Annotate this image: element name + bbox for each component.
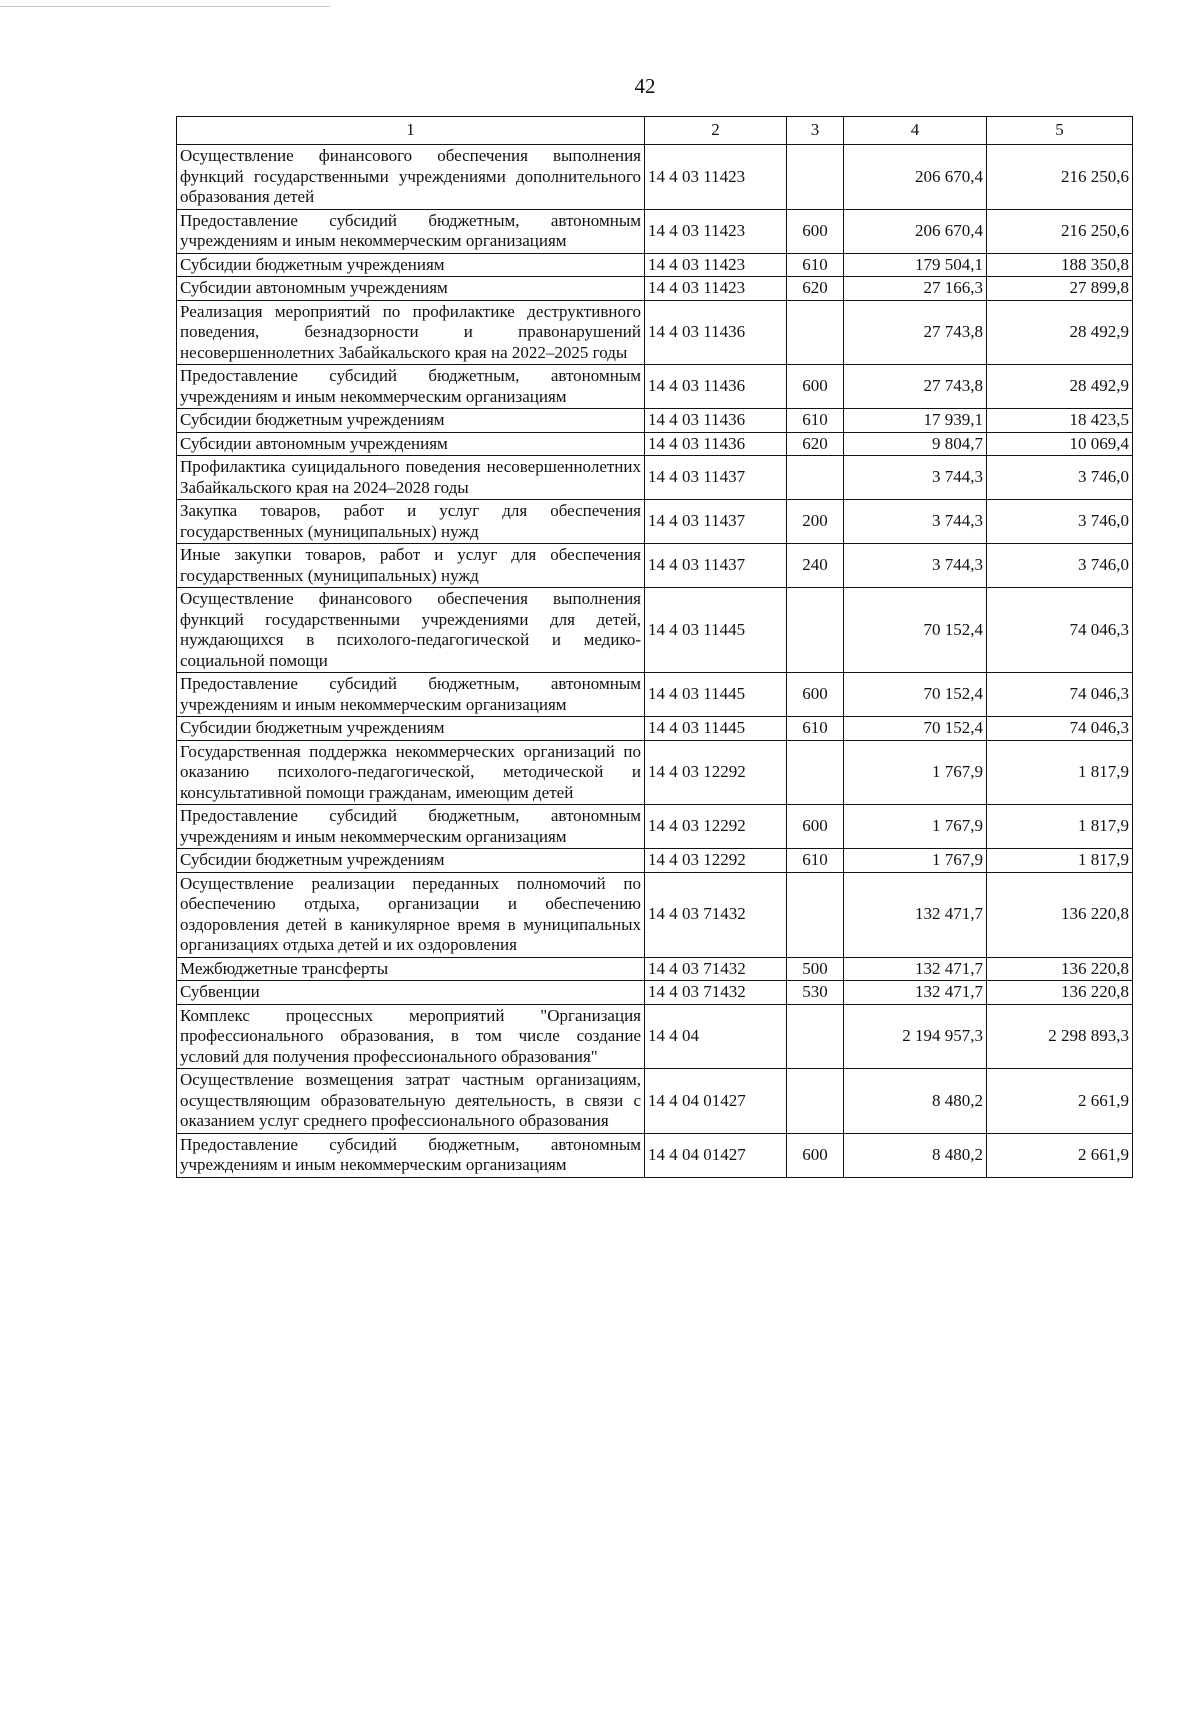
header-col-2: 2 — [645, 117, 787, 145]
row-code-cell: 14 4 04 01427 — [645, 1069, 787, 1134]
table-row — [177, 1004, 1133, 1069]
row-type-cell: 500 — [787, 957, 844, 981]
row-value-col4: 179 504,1 — [844, 253, 987, 277]
header-col-4: 4 — [844, 117, 987, 145]
row-value-col5: 18 423,5 — [987, 409, 1133, 433]
row-code-cell: 14 4 03 11437 — [645, 544, 787, 588]
table-row — [177, 277, 1133, 301]
table-row — [177, 456, 1133, 500]
row-code-cell: 14 4 03 11436 — [645, 409, 787, 433]
table-row — [177, 673, 1133, 717]
row-code-cell: 14 4 03 11436 — [645, 432, 787, 456]
row-name-cell: Осуществление реализации переданных полномочий по обеспечению отдыха, организации и обеспечению оздоровления детей в каникулярное время в муниципальных организациях отдыха детей и их оздоровления — [177, 872, 645, 957]
row-name-cell: Субсидии автономным учреждениям — [177, 277, 645, 301]
row-value-col4: 17 939,1 — [844, 409, 987, 433]
header-col-1: 1 — [177, 117, 645, 145]
row-type-cell — [787, 740, 844, 805]
row-name-cell: Реализация мероприятий по профилактике деструктивного поведения, безнадзорности и правонарушений несовершеннолетних Забайкальского края на 2022–2025 годы — [177, 300, 645, 365]
row-value-col5: 2 661,9 — [987, 1069, 1133, 1134]
page-number: 42 — [634, 74, 656, 98]
row-name-cell: Межбюджетные трансферты — [177, 957, 645, 981]
row-type-cell: 620 — [787, 432, 844, 456]
row-name-cell: Государственная поддержка некоммерческих организаций по оказанию психолого-педагогической, методической и консультативной помощи гражданам, имеющим детей — [177, 740, 645, 805]
row-value-col4: 27 743,8 — [844, 365, 987, 409]
row-name-cell: Предоставление субсидий бюджетным, автономным учреждениям и иным некоммерческим организациям — [177, 209, 645, 253]
row-value-col5: 1 817,9 — [987, 805, 1133, 849]
table-row — [177, 300, 1133, 365]
row-code-cell: 14 4 03 11445 — [645, 588, 787, 673]
row-value-col4: 1 767,9 — [844, 805, 987, 849]
header-col-5: 5 — [987, 117, 1133, 145]
row-code-cell: 14 4 03 12292 — [645, 805, 787, 849]
row-value-col5: 10 069,4 — [987, 432, 1133, 456]
row-type-cell: 610 — [787, 409, 844, 433]
row-type-cell: 600 — [787, 1133, 844, 1177]
header-col-3: 3 — [787, 117, 844, 145]
row-code-cell: 14 4 03 12292 — [645, 740, 787, 805]
row-type-cell — [787, 1069, 844, 1134]
table-row — [177, 500, 1133, 544]
row-code-cell: 14 4 03 71432 — [645, 872, 787, 957]
table-row — [177, 872, 1133, 957]
row-value-col5: 3 746,0 — [987, 456, 1133, 500]
row-name-cell: Субвенции — [177, 981, 645, 1005]
row-value-col5: 216 250,6 — [987, 145, 1133, 210]
row-name-cell: Предоставление субсидий бюджетным, автономным учреждениям и иным некоммерческим организациям — [177, 673, 645, 717]
row-name-cell: Субсидии бюджетным учреждениям — [177, 717, 645, 741]
table-row — [177, 717, 1133, 741]
row-code-cell: 14 4 03 11445 — [645, 717, 787, 741]
row-value-col4: 70 152,4 — [844, 673, 987, 717]
row-value-col4: 27 166,3 — [844, 277, 987, 301]
row-name-cell: Осуществление финансового обеспечения выполнения функций государственными учреждениями для детей, нуждающихся в психолого-педагогической и медико-социальной помощи — [177, 588, 645, 673]
row-value-col4: 8 480,2 — [844, 1069, 987, 1134]
row-value-col5: 2 661,9 — [987, 1133, 1133, 1177]
row-value-col4: 1 767,9 — [844, 849, 987, 873]
table-row — [177, 805, 1133, 849]
row-value-col4: 3 744,3 — [844, 500, 987, 544]
row-name-cell: Субсидии автономным учреждениям — [177, 432, 645, 456]
row-type-cell — [787, 145, 844, 210]
row-value-col5: 188 350,8 — [987, 253, 1133, 277]
row-code-cell: 14 4 03 11436 — [645, 300, 787, 365]
row-value-col4: 1 767,9 — [844, 740, 987, 805]
row-value-col4: 206 670,4 — [844, 209, 987, 253]
row-name-cell: Предоставление субсидий бюджетным, автономным учреждениям и иным некоммерческим организациям — [177, 1133, 645, 1177]
row-value-col4: 70 152,4 — [844, 717, 987, 741]
row-type-cell: 600 — [787, 805, 844, 849]
table-row — [177, 981, 1133, 1005]
row-value-col5: 136 220,8 — [987, 957, 1133, 981]
row-type-cell — [787, 1004, 844, 1069]
row-value-col4: 2 194 957,3 — [844, 1004, 987, 1069]
row-name-cell: Закупка товаров, работ и услуг для обеспечения государственных (муниципальных) нужд — [177, 500, 645, 544]
table-row — [177, 544, 1133, 588]
table-row — [177, 588, 1133, 673]
row-code-cell: 14 4 03 71432 — [645, 957, 787, 981]
table-row — [177, 365, 1133, 409]
row-value-col4: 132 471,7 — [844, 981, 987, 1005]
row-type-cell: 240 — [787, 544, 844, 588]
row-type-cell — [787, 872, 844, 957]
row-code-cell: 14 4 03 12292 — [645, 849, 787, 873]
row-type-cell: 530 — [787, 981, 844, 1005]
row-name-cell: Профилактика суицидального поведения несовершеннолетних Забайкальского края на 2024–2028 годы — [177, 456, 645, 500]
row-value-col5: 74 046,3 — [987, 717, 1133, 741]
row-value-col4: 27 743,8 — [844, 300, 987, 365]
row-type-cell: 600 — [787, 673, 844, 717]
row-value-col5: 3 746,0 — [987, 544, 1133, 588]
table-row — [177, 432, 1133, 456]
scan-artifact-line — [0, 6, 330, 7]
row-type-cell — [787, 456, 844, 500]
row-value-col4: 132 471,7 — [844, 957, 987, 981]
row-type-cell: 610 — [787, 717, 844, 741]
table-row — [177, 957, 1133, 981]
row-code-cell: 14 4 03 11423 — [645, 253, 787, 277]
row-type-cell: 600 — [787, 365, 844, 409]
row-type-cell: 620 — [787, 277, 844, 301]
row-code-cell: 14 4 03 11436 — [645, 365, 787, 409]
row-name-cell: Предоставление субсидий бюджетным, автономным учреждениям и иным некоммерческим организациям — [177, 365, 645, 409]
row-type-cell: 600 — [787, 209, 844, 253]
table-row — [177, 849, 1133, 873]
row-value-col4: 206 670,4 — [844, 145, 987, 210]
row-code-cell: 14 4 03 11423 — [645, 277, 787, 301]
row-name-cell: Предоставление субсидий бюджетным, автономным учреждениям и иным некоммерческим организациям — [177, 805, 645, 849]
row-value-col5: 28 492,9 — [987, 365, 1133, 409]
row-name-cell: Комплекс процессных мероприятий "Организация профессионального образования, в том числе создание условий для получения профессионального образования" — [177, 1004, 645, 1069]
row-value-col5: 136 220,8 — [987, 981, 1133, 1005]
row-value-col5: 74 046,3 — [987, 673, 1133, 717]
row-code-cell: 14 4 04 01427 — [645, 1133, 787, 1177]
row-code-cell: 14 4 03 11445 — [645, 673, 787, 717]
row-code-cell: 14 4 03 11437 — [645, 500, 787, 544]
row-name-cell: Субсидии бюджетным учреждениям — [177, 409, 645, 433]
table-row — [177, 145, 1133, 210]
row-type-cell: 200 — [787, 500, 844, 544]
row-value-col5: 74 046,3 — [987, 588, 1133, 673]
row-code-cell: 14 4 03 11423 — [645, 209, 787, 253]
row-value-col4: 3 744,3 — [844, 544, 987, 588]
table-row — [177, 409, 1133, 433]
row-value-col5: 28 492,9 — [987, 300, 1133, 365]
row-type-cell: 610 — [787, 849, 844, 873]
budget-table — [176, 116, 1133, 1178]
row-code-cell: 14 4 03 71432 — [645, 981, 787, 1005]
row-value-col5: 2 298 893,3 — [987, 1004, 1133, 1069]
table-body — [177, 145, 1133, 1178]
row-value-col4: 3 744,3 — [844, 456, 987, 500]
row-value-col5: 3 746,0 — [987, 500, 1133, 544]
row-value-col4: 9 804,7 — [844, 432, 987, 456]
row-code-cell: 14 4 04 — [645, 1004, 787, 1069]
row-type-cell: 610 — [787, 253, 844, 277]
row-value-col5: 27 899,8 — [987, 277, 1133, 301]
row-name-cell: Субсидии бюджетным учреждениям — [177, 253, 645, 277]
row-type-cell — [787, 588, 844, 673]
row-value-col5: 1 817,9 — [987, 740, 1133, 805]
row-code-cell: 14 4 03 11423 — [645, 145, 787, 210]
row-value-col5: 1 817,9 — [987, 849, 1133, 873]
table-row — [177, 1069, 1133, 1134]
table-row — [177, 209, 1133, 253]
row-value-col5: 136 220,8 — [987, 872, 1133, 957]
row-name-cell: Субсидии бюджетным учреждениям — [177, 849, 645, 873]
table-row — [177, 253, 1133, 277]
row-name-cell: Осуществление возмещения затрат частным организациям, осуществляющим образовательную деятельность, в связи с оказанием услуг среднего профессионального образования — [177, 1069, 645, 1134]
row-code-cell: 14 4 03 11437 — [645, 456, 787, 500]
row-name-cell: Иные закупки товаров, работ и услуг для обеспечения государственных (муниципальных) нужд — [177, 544, 645, 588]
row-type-cell — [787, 300, 844, 365]
row-name-cell: Осуществление финансового обеспечения выполнения функций государственными учреждениями дополнительного образования детей — [177, 145, 645, 210]
row-value-col4: 132 471,7 — [844, 872, 987, 957]
table-row — [177, 740, 1133, 805]
header-row — [177, 117, 1133, 145]
table-row — [177, 1133, 1133, 1177]
row-value-col4: 8 480,2 — [844, 1133, 987, 1177]
row-value-col4: 70 152,4 — [844, 588, 987, 673]
row-value-col5: 216 250,6 — [987, 209, 1133, 253]
